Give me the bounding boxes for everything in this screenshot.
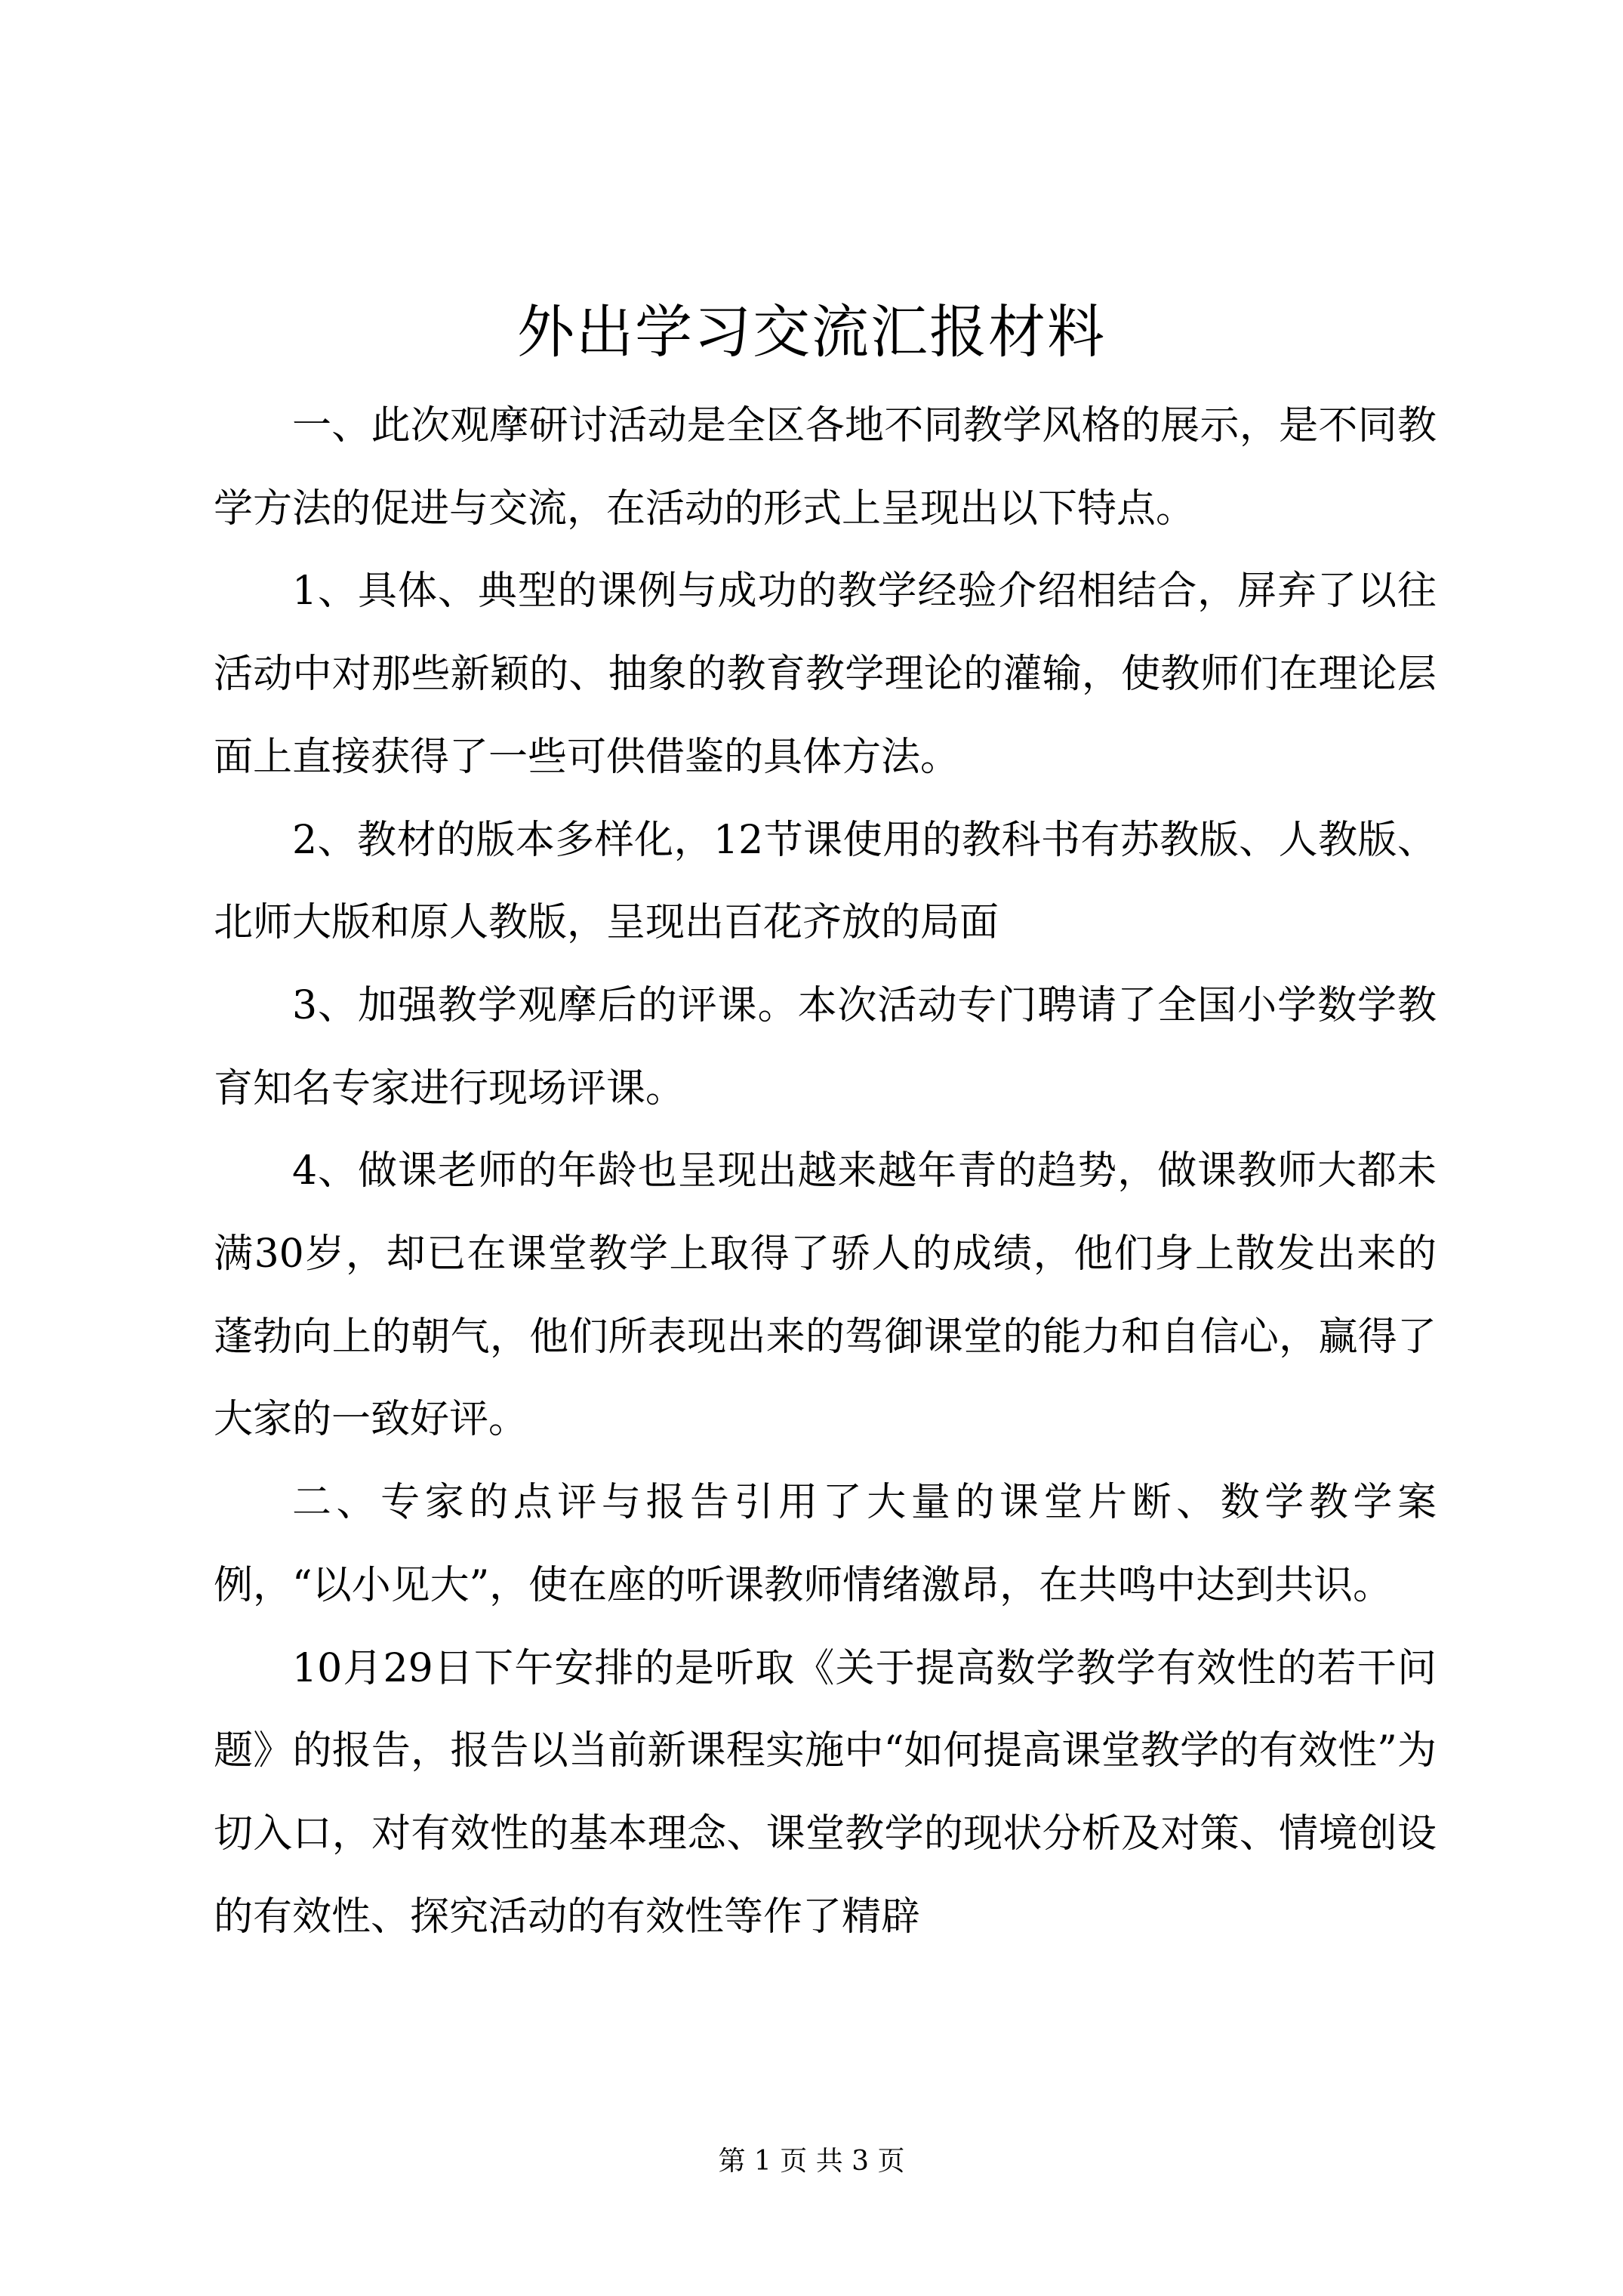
- page-number: 第 1 页 共 3 页: [718, 2146, 905, 2177]
- paragraph-2: 1、具体、典型的课例与成功的教学经验介绍相结合，屏弃了以往活动中对那些新颖的、抽象的教育教学理论的灌输，使教师们在理论层面上直接获得了一些可供借鉴的具体方法。: [214, 569, 1437, 780]
- paragraph-7: 10月29日下午安排的是听取《关于提高数学教学有效性的若干问题》的报告，报告以当前新课程实施中“如何提高课堂教学的有效性”为切入口，对有效性的基本理念、课堂教学的现状分析及对策、情境创设的有效性、探究活动的有效性等作了精辟: [214, 1645, 1437, 1940]
- document-body: [214, 385, 1437, 1959]
- paragraph-3: 2、教材的版本多样化，12节课使用的教科书有苏教版、人教版、北师大版和原人教版，呈现出百花齐放的局面: [214, 817, 1437, 946]
- document-title: 外出学习交流汇报材料: [517, 298, 1106, 365]
- paragraph-4: 3、加强教学观摩后的评课。本次活动专门聘请了全国小学数学教育知名专家进行现场评课。: [214, 982, 1437, 1111]
- paragraph-1: 一、此次观摩研讨活动是全区各地不同教学风格的展示，是不同教学方法的促进与交流，在活动的形式上呈现出以下特点。: [214, 403, 1437, 532]
- paragraph-6: 二、专家的点评与报告引用了大量的课堂片断、数学教学案例，“以小见大”，使在座的听课教师情绪激昂，在共鸣中达到共识。: [214, 1480, 1437, 1608]
- paragraph-5: 4、做课老师的年龄也呈现出越来越年青的趋势，做课教师大都未满30岁，却已在课堂教学上取得了骄人的成绩，他们身上散发出来的蓬勃向上的朝气，他们所表现出来的驾御课堂的能力和自信心，赢得了大家的一致好评。: [214, 1148, 1437, 1443]
